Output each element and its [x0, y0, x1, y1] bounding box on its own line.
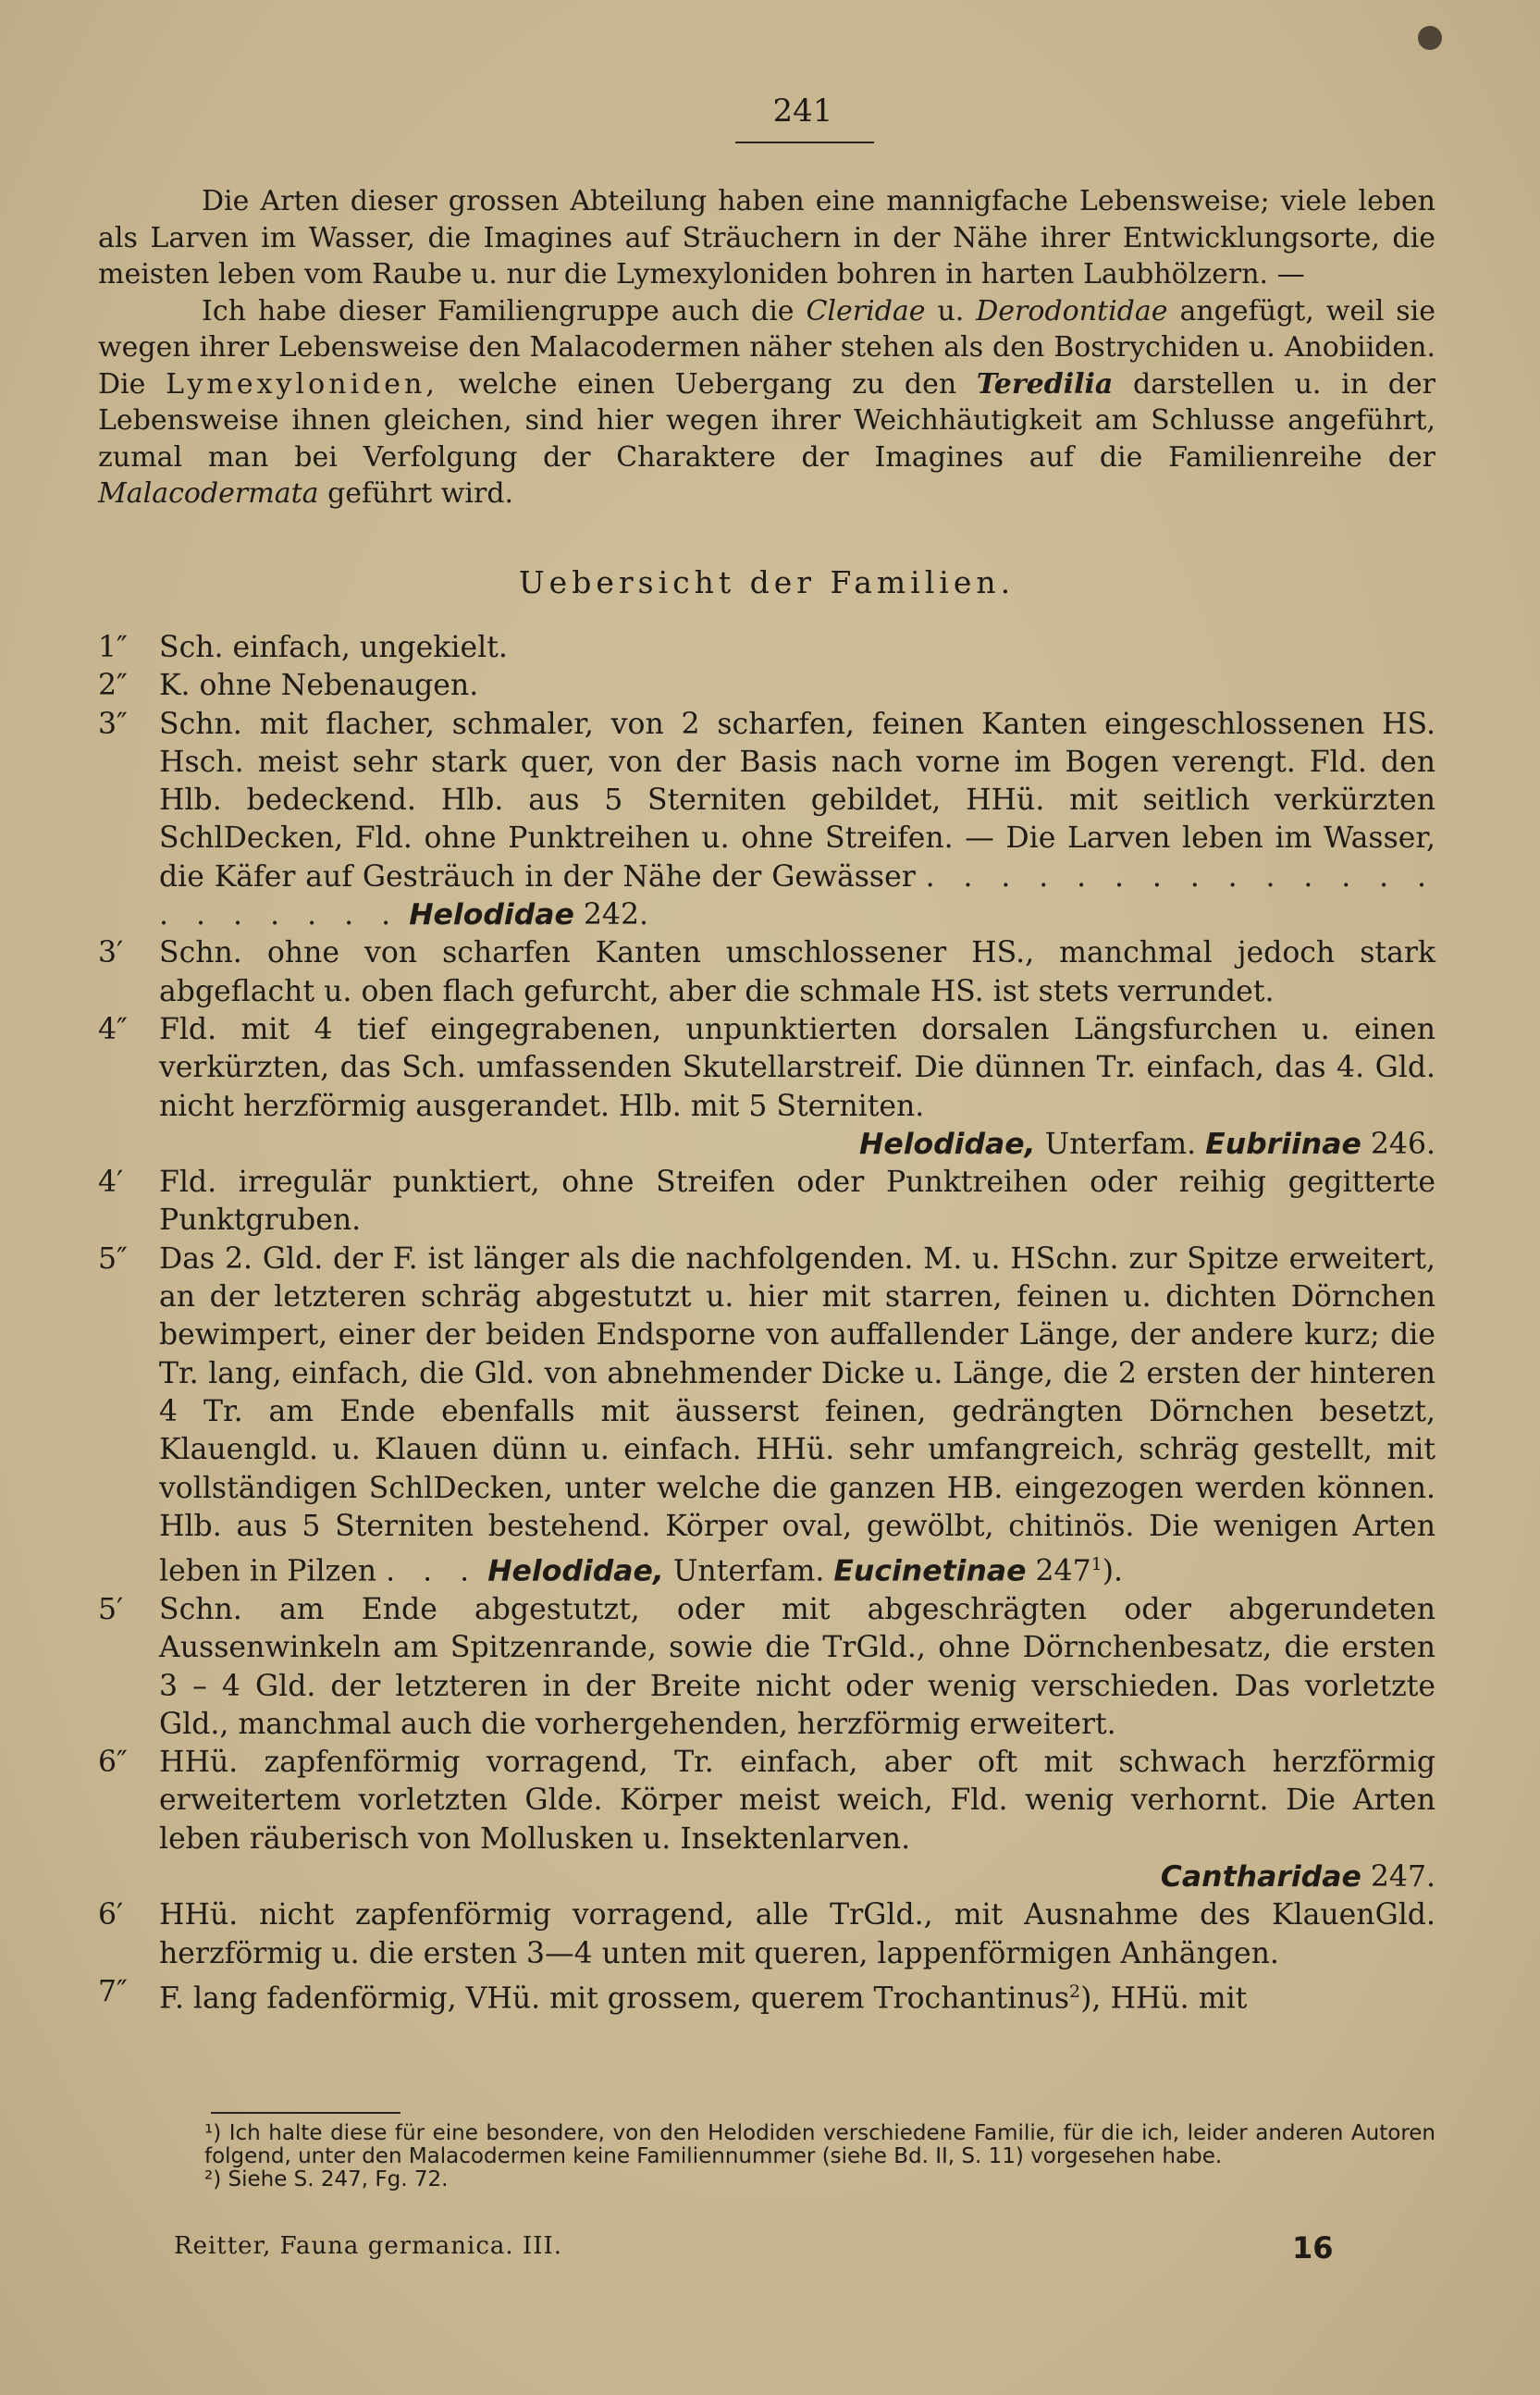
text-run: welche einen Uebergang zu den	[458, 367, 957, 401]
family-name: Helodidae	[409, 898, 574, 932]
family-name: Cantharidae	[1160, 1860, 1361, 1894]
page-reference: 246.	[1370, 1127, 1435, 1161]
text-run: Ich habe dieser Familiengruppe auch die	[202, 294, 795, 327]
key-entry	[98, 1011, 1435, 1164]
key-entry	[98, 1973, 1435, 2018]
taxon-cleridae: Cleridae	[806, 294, 926, 327]
key-list	[98, 629, 1435, 2018]
key-number: 5″	[98, 1241, 128, 1276]
key-text: Fld. mit 4 tief eingegrabenen, unpunktierten dorsalen Längsfurchen u. einen verkürzten, das Sch. umfassenden Skutellarstreif. Die dünnen Tr. einfach, das 4. Gld. nicht herzförmig ausgerandet. Hlb. mit 5 Sterniten.	[159, 1012, 1435, 1123]
intro-paragraph-2	[98, 293, 1435, 512]
key-entry	[98, 629, 1435, 667]
key-number: 3′	[98, 936, 124, 970]
key-text: F. lang fadenförmig, VHü. mit grossem, querem Trochantinus	[159, 1981, 1070, 2016]
section-heading: Uebersicht der Familien.	[518, 564, 1016, 600]
key-text: Schn. am Ende abgestutzt, oder mit abgeschrägten oder abgerundeten Aussenwinkeln am Spitzenrande, sowie die TrGld., ohne Dörnchenbesatz, die ersten 3 – 4 Gld. der letzteren in der Breite nicht oder wenig verschieden. Das vorletzte Gld., manchmal auch die vorhergehenden, herzförmig erweitert.	[159, 1592, 1435, 1741]
key-text: Das 2. Gld. der F. ist länger als die nachfolgenden. M. u. HSchn. zur Spitze erweitert, an der letzteren schräg abgestutzt u. hier mit starren, feinen u. dichten Dörnchen bewimpert, einer der beiden Endsporne von auffallender Länge, der andere kurz; die Tr. lang, einfach, die Gld. von abnehmender Dicke u. Länge, die 2 ersten der hinteren 4 Tr. am Ende ebenfalls mit äusserst feinen, gedrängten Dörnchen besetzt, Klauengld. u. Klauen dünn u. einfach. HHü. sehr umfangreich, schräg gestellt, mit vollständigen SchlDecken, unter welche die ganzen HB. eingezogen werden können. Hlb. aus 5 Sterniten bestehend. Körper oval, gewölbt, chitinös. Die wenigen Arten leben in Pilzen	[159, 1241, 1435, 1588]
key-number: 3″	[98, 707, 128, 741]
page-reference: 242.	[583, 898, 649, 932]
key-entry	[98, 1744, 1435, 1896]
key-number: 2″	[98, 669, 128, 703]
key-text: Sch. einfach, ungekielt.	[159, 631, 508, 664]
footnote-rule	[211, 2112, 400, 2114]
key-entry	[98, 934, 1435, 1011]
subfamily-name: Eucinetinae	[833, 1554, 1027, 1588]
page-reference: 247	[1035, 1554, 1091, 1588]
footnote-ref: 1	[1090, 1554, 1103, 1575]
leader-dots: . . . . . . . . . . . . . . . . . . . . .	[159, 859, 1435, 932]
key-entry	[98, 1896, 1435, 1973]
taxon-derodontidae: Derodontidae	[976, 294, 1168, 327]
family-name: Helodidae,	[487, 1554, 664, 1588]
text-run: u.	[937, 294, 965, 327]
taxon-teredilia: Teredilia	[976, 367, 1114, 401]
footnote-2: ²) Siehe S. 247, Fg. 72.	[204, 2167, 449, 2191]
family-name: Helodidae,	[858, 1127, 1036, 1161]
footer-imprint: Reitter, Fauna germanica. III.	[174, 2232, 563, 2260]
key-text: Schn. mit flacher, schmaler, von 2 scharfen, feinen Kanten eingeschlossenen HS. Hsch. meist sehr stark quer, von der Basis nach vorne im Bogen verengt. Fld. den Hlb. bedeckend. Hlb. aus 5 Sterniten gebildet, HHü. mit seitlich verkürzten SchlDecken, Fld. ohne Punktreihen u. ohne Streifen. — Die Larven leben im Wasser, die Käfer auf Gesträuch in der Nähe der Gewässer	[159, 707, 1435, 894]
text-run: geführt wird.	[327, 477, 514, 510]
signature-number: 16	[1292, 2230, 1334, 2265]
intro-paragraph-1: Die Arten dieser grossen Abteilung haben eine mannigfache Lebensweise; viele leben als Larven im Wasser, die Imagines auf Sträuchern in der Nähe ihrer Entwicklungsorte, die meisten leben vom Raube u. nur die Lymexyloniden bohren in harten Laubhölzern. —	[98, 185, 1435, 290]
key-number: 4″	[98, 1012, 128, 1046]
page-number-rule	[735, 142, 874, 143]
key-entry	[98, 667, 1435, 705]
key-entry	[98, 1591, 1435, 1744]
key-number: 5′	[98, 1592, 124, 1626]
page-number: 241	[772, 93, 833, 130]
leader-dots: . . .	[386, 1554, 479, 1588]
text-run: angefügt, weil sie wegen ihrer Lebensweise den Malacodermen näher stehen als den Bostrychiden u. Anobiiden. Die	[98, 294, 1435, 401]
key-text: HHü. nicht zapfenförmig vorragend, alle TrGld., mit Ausnahme des KlauenGld. herzförmig u. die ersten 3—4 unten mit queren, lappenförmigen Anhängen.	[159, 1898, 1435, 1970]
key-text: ), HHü. mit	[1080, 1981, 1248, 2016]
key-entry	[98, 1241, 1435, 1591]
key-number: 6″	[98, 1746, 128, 1780]
unterfam-label: Unterfam.	[1044, 1127, 1197, 1161]
page-reference: 247.	[1370, 1860, 1435, 1894]
taxon-malacodermata: Malacodermata	[98, 477, 319, 510]
text-run: darstellen u. in der Lebensweise ihnen gleichen, sind hier wegen ihrer Weichhäutigkeit am Schlusse angeführt, zumal man bei Verfolgung der Charaktere der Imagines auf die Familienreihe der	[98, 367, 1435, 474]
text-run: ).	[1102, 1554, 1124, 1588]
key-result-line	[159, 1126, 1435, 1164]
subfamily-name: Eubriinae	[1205, 1127, 1361, 1161]
footnote-1: ¹) Ich halte diese für eine besondere, von den Helodiden verschiedene Familie, für die ich, leider anderen Autoren folgend, unter den Malacodermen keine Familiennummer (siehe Bd. II, S. 11) vorgesehen habe.	[204, 2121, 1435, 2168]
key-text: Fld. irregulär punktiert, ohne Streifen oder Punktreihen oder reihig gegitterte Punktgruben.	[159, 1166, 1435, 1238]
unterfam-label: Unterfam.	[672, 1554, 825, 1588]
key-entry	[98, 706, 1435, 935]
intro-text	[98, 183, 1435, 512]
taxon-lymexyloniden: Lymexyloniden,	[166, 367, 438, 401]
key-number: 1″	[98, 631, 128, 664]
key-number: 6′	[98, 1898, 124, 1932]
key-number: 7″	[98, 1974, 128, 2008]
footnotes	[98, 2122, 1435, 2191]
key-number: 4′	[98, 1166, 124, 1200]
key-text: HHü. zapfenförmig vorragend, Tr. einfach, aber oft mit schwach herzförmig erweitertem vorletzten Glde. Körper meist weich, Fld. wenig verhornt. Die Arten leben räuberisch von Mollusken u. Insektenlarven.	[159, 1746, 1435, 1856]
ink-spot	[1418, 26, 1442, 50]
key-entry	[98, 1164, 1435, 1241]
key-text: K. ohne Nebenaugen.	[159, 669, 479, 703]
footnote-ref: 2	[1069, 1981, 1081, 2002]
key-text: Schn. ohne von scharfen Kanten umschlossener HS., manchmal jedoch stark abgeflacht u. oben flach gefurcht, aber die schmale HS. ist stets verrundet.	[159, 936, 1435, 1008]
key-result-line	[159, 1858, 1435, 1896]
